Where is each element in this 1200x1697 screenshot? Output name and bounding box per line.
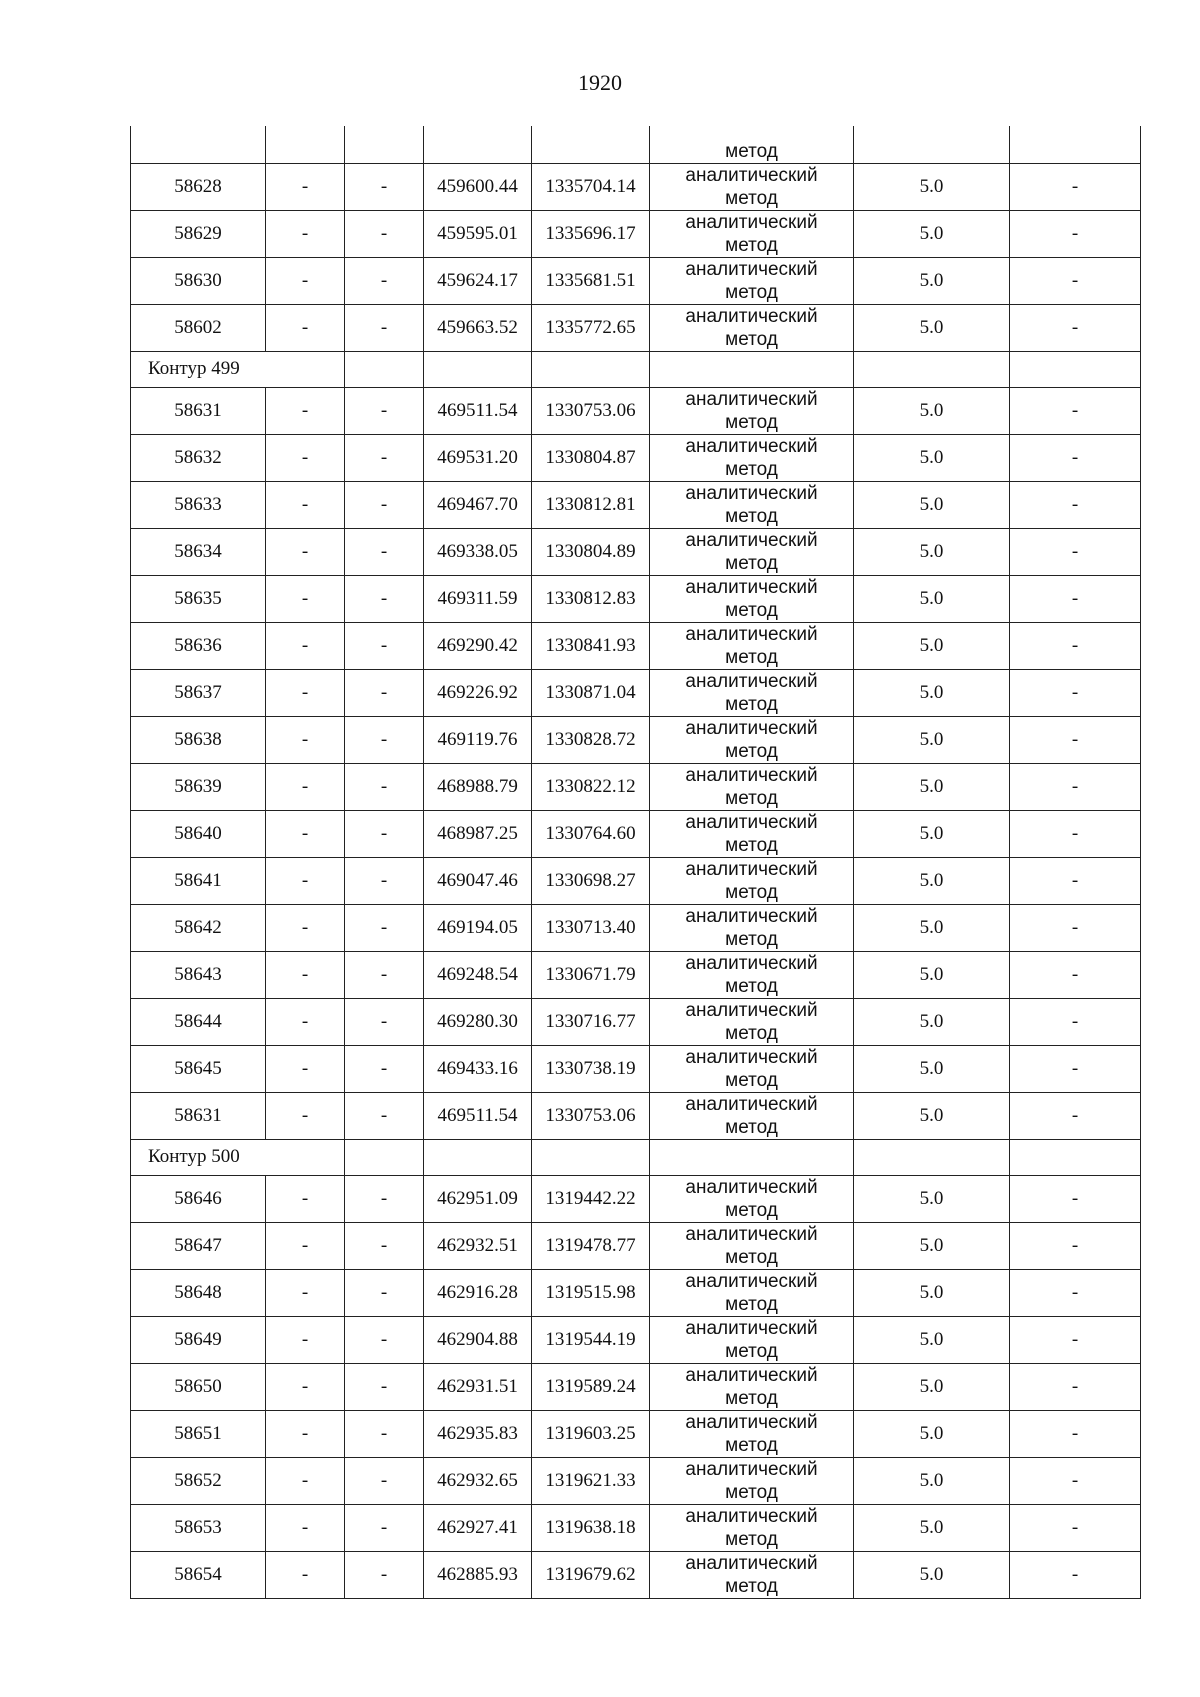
dash-cell: - (266, 904, 345, 951)
note-cell: - (1010, 998, 1141, 1045)
table-row (131, 810, 1141, 857)
table-row (131, 951, 1141, 998)
method-cell: аналитический метод (650, 1410, 854, 1457)
note-cell: - (1010, 1504, 1141, 1551)
y-coordinate-cell: 1330828.72 (532, 716, 650, 763)
note-cell: - (1010, 622, 1141, 669)
accuracy-cell: 5.0 (854, 528, 1010, 575)
dash-cell: - (266, 481, 345, 528)
note-cell: - (1010, 434, 1141, 481)
dash-cell: - (266, 716, 345, 763)
dash-cell: - (266, 1316, 345, 1363)
y-coordinate-cell: 1319589.24 (532, 1363, 650, 1410)
accuracy-cell: 5.0 (854, 1551, 1010, 1598)
dash-cell: - (345, 1269, 424, 1316)
y-coordinate-cell: 1330764.60 (532, 810, 650, 857)
table-row (131, 304, 1141, 351)
method-cell: аналитический метод (650, 257, 854, 304)
accuracy-cell: 5.0 (854, 1410, 1010, 1457)
note-cell: - (1010, 951, 1141, 998)
dash-cell: - (345, 304, 424, 351)
accuracy-cell: 5.0 (854, 857, 1010, 904)
point-id-cell: 58652 (131, 1457, 266, 1504)
dash-cell: - (266, 763, 345, 810)
dash-cell: - (266, 1410, 345, 1457)
dash-cell: - (266, 1504, 345, 1551)
point-id-cell: 58602 (131, 304, 266, 351)
dash-cell: - (345, 434, 424, 481)
x-coordinate-cell: 469290.42 (424, 622, 532, 669)
table-row (131, 1504, 1141, 1551)
note-cell: - (1010, 904, 1141, 951)
dash-cell: - (345, 1045, 424, 1092)
y-coordinate-cell: 1335681.51 (532, 257, 650, 304)
x-coordinate-cell: 459600.44 (424, 163, 532, 210)
point-id-cell: 58628 (131, 163, 266, 210)
method-cell: метод (650, 126, 854, 163)
point-id-cell: 58635 (131, 575, 266, 622)
dash-cell: - (266, 622, 345, 669)
y-coordinate-cell: 1330841.93 (532, 622, 650, 669)
y-coordinate-cell: 1330871.04 (532, 669, 650, 716)
x-coordinate-cell: 459663.52 (424, 304, 532, 351)
dash-cell: - (345, 810, 424, 857)
dash-cell: - (266, 857, 345, 904)
point-id-cell: 58634 (131, 528, 266, 575)
dash-cell: - (266, 998, 345, 1045)
accuracy-cell: 5.0 (854, 387, 1010, 434)
table-row (131, 387, 1141, 434)
point-id-cell: 58648 (131, 1269, 266, 1316)
x-coordinate-cell: 469119.76 (424, 716, 532, 763)
dash-cell: - (345, 387, 424, 434)
accuracy-cell: 5.0 (854, 1504, 1010, 1551)
method-cell: аналитический метод (650, 998, 854, 1045)
method-cell: аналитический метод (650, 951, 854, 998)
dash-cell: - (266, 304, 345, 351)
note-cell: - (1010, 810, 1141, 857)
method-cell: аналитический метод (650, 1175, 854, 1222)
y-coordinate-cell: 1335772.65 (532, 304, 650, 351)
dash-cell: - (266, 575, 345, 622)
dash-cell: - (266, 1045, 345, 1092)
point-id-cell: 58641 (131, 857, 266, 904)
y-coordinate-cell: 1330822.12 (532, 763, 650, 810)
dash-cell: - (345, 1092, 424, 1139)
table-row (131, 575, 1141, 622)
x-coordinate-cell: 468988.79 (424, 763, 532, 810)
note-cell: - (1010, 1410, 1141, 1457)
accuracy-cell: 5.0 (854, 904, 1010, 951)
y-coordinate-cell: 1319603.25 (532, 1410, 650, 1457)
method-cell: аналитический метод (650, 304, 854, 351)
dash-cell: - (266, 163, 345, 210)
method-cell: аналитический метод (650, 163, 854, 210)
x-coordinate-cell: 469047.46 (424, 857, 532, 904)
dash-cell: - (345, 210, 424, 257)
method-cell: аналитический метод (650, 810, 854, 857)
table-row (131, 669, 1141, 716)
x-coordinate-cell: 462916.28 (424, 1269, 532, 1316)
method-cell: аналитический метод (650, 528, 854, 575)
accuracy-cell: 5.0 (854, 304, 1010, 351)
dash-cell: - (266, 1222, 345, 1269)
accuracy-cell: 5.0 (854, 1092, 1010, 1139)
table-row (131, 857, 1141, 904)
point-id-cell: 58631 (131, 1092, 266, 1139)
dash-cell: - (345, 904, 424, 951)
note-cell: - (1010, 1175, 1141, 1222)
x-coordinate-cell: 469511.54 (424, 387, 532, 434)
note-cell: - (1010, 716, 1141, 763)
x-coordinate-cell: 462931.51 (424, 1363, 532, 1410)
method-cell: аналитический метод (650, 716, 854, 763)
dash-cell: - (345, 1504, 424, 1551)
method-cell: аналитический метод (650, 1363, 854, 1410)
x-coordinate-cell: 469511.54 (424, 1092, 532, 1139)
dash-cell: - (345, 622, 424, 669)
x-coordinate-cell: 469433.16 (424, 1045, 532, 1092)
y-coordinate-cell: 1335696.17 (532, 210, 650, 257)
note-cell: - (1010, 857, 1141, 904)
table-row (131, 763, 1141, 810)
page-number: 1920 (578, 70, 622, 95)
point-id-cell: 58630 (131, 257, 266, 304)
accuracy-cell: 5.0 (854, 163, 1010, 210)
method-cell: аналитический метод (650, 210, 854, 257)
dash-cell: - (345, 998, 424, 1045)
y-coordinate-cell: 1335704.14 (532, 163, 650, 210)
y-coordinate-cell: 1330812.81 (532, 481, 650, 528)
dash-cell: - (266, 434, 345, 481)
table-row (131, 1410, 1141, 1457)
table-row (131, 1175, 1141, 1222)
method-cell: аналитический метод (650, 669, 854, 716)
point-id-cell: 58649 (131, 1316, 266, 1363)
table-row (131, 1551, 1141, 1598)
method-cell: аналитический метод (650, 434, 854, 481)
point-id-cell: 58654 (131, 1551, 266, 1598)
x-coordinate-cell: 469311.59 (424, 575, 532, 622)
method-cell: аналитический метод (650, 1457, 854, 1504)
accuracy-cell: 5.0 (854, 1363, 1010, 1410)
note-cell: - (1010, 387, 1141, 434)
point-id-cell: 58645 (131, 1045, 266, 1092)
method-cell: аналитический метод (650, 1551, 854, 1598)
accuracy-cell: 5.0 (854, 998, 1010, 1045)
dash-cell: - (345, 1457, 424, 1504)
y-coordinate-cell: 1319478.77 (532, 1222, 650, 1269)
accuracy-cell: 5.0 (854, 481, 1010, 528)
dash-cell: - (345, 1363, 424, 1410)
contour-label: Контур 499 (131, 351, 345, 387)
accuracy-cell: 5.0 (854, 575, 1010, 622)
x-coordinate-cell: 462951.09 (424, 1175, 532, 1222)
table-row (131, 904, 1141, 951)
dash-cell: - (266, 1457, 345, 1504)
table-row (131, 434, 1141, 481)
dash-cell: - (345, 163, 424, 210)
x-coordinate-cell: 459595.01 (424, 210, 532, 257)
point-id-cell: 58647 (131, 1222, 266, 1269)
accuracy-cell: 5.0 (854, 434, 1010, 481)
contour-label: Контур 500 (131, 1139, 345, 1175)
x-coordinate-cell: 469338.05 (424, 528, 532, 575)
note-cell: - (1010, 1045, 1141, 1092)
table-row (131, 481, 1141, 528)
table-row (131, 1457, 1141, 1504)
coordinates-table (130, 126, 1141, 1599)
y-coordinate-cell: 1319442.22 (532, 1175, 650, 1222)
x-coordinate-cell: 468987.25 (424, 810, 532, 857)
table-row (131, 257, 1141, 304)
dash-cell: - (266, 1092, 345, 1139)
table-body (131, 126, 1141, 1598)
point-id-cell: 58638 (131, 716, 266, 763)
note-cell: - (1010, 1222, 1141, 1269)
dash-cell: - (266, 951, 345, 998)
x-coordinate-cell: 462932.65 (424, 1457, 532, 1504)
dash-cell: - (266, 1363, 345, 1410)
dash-cell: - (345, 575, 424, 622)
point-id-cell: 58637 (131, 669, 266, 716)
y-coordinate-cell: 1330738.19 (532, 1045, 650, 1092)
dash-cell: - (345, 1410, 424, 1457)
note-cell: - (1010, 528, 1141, 575)
contour-row (131, 351, 1141, 387)
table-row (131, 210, 1141, 257)
note-cell: - (1010, 575, 1141, 622)
dash-cell: - (266, 669, 345, 716)
accuracy-cell: 5.0 (854, 210, 1010, 257)
x-coordinate-cell: 462904.88 (424, 1316, 532, 1363)
method-cell: аналитический метод (650, 1269, 854, 1316)
x-coordinate-cell: 469194.05 (424, 904, 532, 951)
method-cell: аналитический метод (650, 622, 854, 669)
table-row (131, 163, 1141, 210)
x-coordinate-cell: 469467.70 (424, 481, 532, 528)
dash-cell: - (345, 1175, 424, 1222)
note-cell: - (1010, 481, 1141, 528)
dash-cell: - (345, 1316, 424, 1363)
method-cell: аналитический метод (650, 1092, 854, 1139)
dash-cell: - (266, 528, 345, 575)
dash-cell: - (266, 1269, 345, 1316)
accuracy-cell: 5.0 (854, 622, 1010, 669)
dash-cell: - (266, 210, 345, 257)
continuation-row (131, 126, 1141, 163)
table-row (131, 1092, 1141, 1139)
method-cell: аналитический метод (650, 763, 854, 810)
accuracy-cell: 5.0 (854, 716, 1010, 763)
note-cell: - (1010, 304, 1141, 351)
y-coordinate-cell: 1319544.19 (532, 1316, 650, 1363)
note-cell: - (1010, 1269, 1141, 1316)
accuracy-cell: 5.0 (854, 1175, 1010, 1222)
dash-cell: - (345, 763, 424, 810)
point-id-cell: 58651 (131, 1410, 266, 1457)
note-cell: - (1010, 163, 1141, 210)
accuracy-cell: 5.0 (854, 1222, 1010, 1269)
table-row (131, 1045, 1141, 1092)
accuracy-cell: 5.0 (854, 1045, 1010, 1092)
contour-row (131, 1139, 1141, 1175)
point-id-cell: 58644 (131, 998, 266, 1045)
y-coordinate-cell: 1319621.33 (532, 1457, 650, 1504)
method-cell: аналитический метод (650, 1045, 854, 1092)
y-coordinate-cell: 1319679.62 (532, 1551, 650, 1598)
y-coordinate-cell: 1330804.89 (532, 528, 650, 575)
note-cell: - (1010, 669, 1141, 716)
note-cell: - (1010, 1551, 1141, 1598)
dash-cell: - (345, 857, 424, 904)
point-id-cell: 58650 (131, 1363, 266, 1410)
point-id-cell: 58632 (131, 434, 266, 481)
y-coordinate-cell: 1330716.77 (532, 998, 650, 1045)
point-id-cell: 58631 (131, 387, 266, 434)
y-coordinate-cell: 1330812.83 (532, 575, 650, 622)
note-cell: - (1010, 1092, 1141, 1139)
table-row (131, 1269, 1141, 1316)
table-row (131, 998, 1141, 1045)
x-coordinate-cell: 462885.93 (424, 1551, 532, 1598)
table-row (131, 528, 1141, 575)
table-row (131, 716, 1141, 763)
dash-cell: - (266, 1175, 345, 1222)
method-cell: аналитический метод (650, 1222, 854, 1269)
x-coordinate-cell: 469531.20 (424, 434, 532, 481)
note-cell: - (1010, 1363, 1141, 1410)
method-cell: аналитический метод (650, 387, 854, 434)
method-cell: аналитический метод (650, 857, 854, 904)
y-coordinate-cell: 1330804.87 (532, 434, 650, 481)
y-coordinate-cell: 1319638.18 (532, 1504, 650, 1551)
point-id-cell: 58653 (131, 1504, 266, 1551)
point-id-cell: 58629 (131, 210, 266, 257)
dash-cell: - (266, 257, 345, 304)
y-coordinate-cell: 1330671.79 (532, 951, 650, 998)
y-coordinate-cell: 1330698.27 (532, 857, 650, 904)
dash-cell: - (266, 810, 345, 857)
accuracy-cell: 5.0 (854, 669, 1010, 716)
accuracy-cell: 5.0 (854, 810, 1010, 857)
point-id-cell: 58640 (131, 810, 266, 857)
note-cell: - (1010, 210, 1141, 257)
x-coordinate-cell: 469280.30 (424, 998, 532, 1045)
accuracy-cell: 5.0 (854, 1269, 1010, 1316)
point-id-cell: 58636 (131, 622, 266, 669)
method-cell: аналитический метод (650, 904, 854, 951)
dash-cell: - (345, 951, 424, 998)
y-coordinate-cell: 1330753.06 (532, 1092, 650, 1139)
method-cell: аналитический метод (650, 1316, 854, 1363)
table-row (131, 1222, 1141, 1269)
note-cell: - (1010, 763, 1141, 810)
dash-cell: - (266, 1551, 345, 1598)
accuracy-cell: 5.0 (854, 763, 1010, 810)
dash-cell: - (345, 528, 424, 575)
accuracy-cell: 5.0 (854, 951, 1010, 998)
x-coordinate-cell: 459624.17 (424, 257, 532, 304)
dash-cell: - (345, 481, 424, 528)
x-coordinate-cell: 469248.54 (424, 951, 532, 998)
point-id-cell: 58633 (131, 481, 266, 528)
note-cell: - (1010, 1457, 1141, 1504)
point-id-cell: 58646 (131, 1175, 266, 1222)
accuracy-cell: 5.0 (854, 1457, 1010, 1504)
method-cell: аналитический метод (650, 1504, 854, 1551)
accuracy-cell: 5.0 (854, 1316, 1010, 1363)
dash-cell: - (345, 669, 424, 716)
accuracy-cell: 5.0 (854, 257, 1010, 304)
x-coordinate-cell: 462935.83 (424, 1410, 532, 1457)
x-coordinate-cell: 462932.51 (424, 1222, 532, 1269)
method-cell: аналитический метод (650, 575, 854, 622)
method-cell: аналитический метод (650, 481, 854, 528)
point-id-cell: 58639 (131, 763, 266, 810)
y-coordinate-cell: 1319515.98 (532, 1269, 650, 1316)
y-coordinate-cell: 1330713.40 (532, 904, 650, 951)
point-id-cell: 58643 (131, 951, 266, 998)
table-row (131, 1363, 1141, 1410)
dash-cell: - (345, 716, 424, 763)
dash-cell: - (345, 1551, 424, 1598)
y-coordinate-cell: 1330753.06 (532, 387, 650, 434)
dash-cell: - (345, 1222, 424, 1269)
x-coordinate-cell: 469226.92 (424, 669, 532, 716)
dash-cell: - (345, 257, 424, 304)
x-coordinate-cell: 462927.41 (424, 1504, 532, 1551)
dash-cell: - (266, 387, 345, 434)
point-id-cell: 58642 (131, 904, 266, 951)
table-row (131, 1316, 1141, 1363)
note-cell: - (1010, 1316, 1141, 1363)
table-row (131, 622, 1141, 669)
note-cell: - (1010, 257, 1141, 304)
